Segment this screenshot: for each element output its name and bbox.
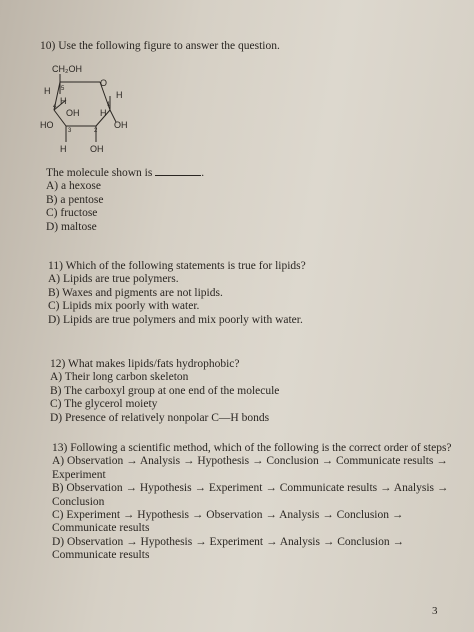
h-label-1: H bbox=[44, 86, 51, 96]
oh-label-1: OH bbox=[66, 108, 80, 118]
q10-prompt: 10) Use the following figure to answer the question. bbox=[40, 40, 280, 52]
q11-block bbox=[48, 260, 306, 327]
h-label-2: H bbox=[116, 90, 123, 100]
q13-line: Communicate results bbox=[52, 522, 150, 535]
q13-line: Conclusion bbox=[52, 495, 105, 508]
page-number: 3 bbox=[432, 605, 438, 617]
q13-prompt: 13) Following a scientific method, which of the following is the correct order of steps? bbox=[52, 442, 452, 454]
q12-prompt: 12) What makes lipids/fats hydrophobic? bbox=[50, 358, 240, 370]
h-label-4: H bbox=[100, 108, 107, 118]
carbon-number-5: 5 bbox=[61, 86, 65, 92]
carbon-number-1: 1 bbox=[107, 102, 111, 108]
q12-option-a: A) Their long carbon skeleton bbox=[50, 371, 189, 384]
q13-line: D) Observation → Hypothesis → Experiment → Analysis → Conclusion → bbox=[52, 535, 404, 548]
q12-option-c: C) The glycerol moiety bbox=[50, 398, 158, 411]
ring-oxygen-label: O bbox=[100, 78, 108, 88]
q13-block bbox=[52, 442, 452, 563]
q12-option-b: B) The carboxyl group at one end of the molecule bbox=[50, 384, 280, 397]
carbon-number-3: 3 bbox=[68, 128, 72, 134]
molecule-diagram bbox=[38, 60, 148, 160]
ch2oh-label: CH₂OH bbox=[52, 64, 82, 74]
q13-line: C) Experiment → Hypothesis → Observation → Analysis → Conclusion → bbox=[52, 509, 404, 522]
q11-option-a: A) Lipids are true polymers. bbox=[48, 273, 179, 286]
q12-option-d: D) Presence of relatively nonpolar C—H bonds bbox=[50, 411, 270, 424]
q10-option-b: B) a pentose bbox=[46, 193, 104, 206]
ho-label: HO bbox=[40, 120, 54, 130]
q11-option-c: C) Lipids mix poorly with water. bbox=[48, 300, 200, 313]
q11-option-b: B) Waxes and pigments are not lipids. bbox=[48, 286, 223, 299]
q10-stem-and-options bbox=[46, 166, 204, 234]
glucose-structure-figure bbox=[38, 60, 148, 160]
q12-block bbox=[50, 358, 279, 425]
q11-option-d: D) Lipids are true polymers and mix poorly with water. bbox=[48, 313, 303, 326]
q13-line: Communicate results bbox=[52, 549, 150, 562]
q13-line: Experiment bbox=[52, 468, 106, 481]
h-label-5: H bbox=[60, 144, 67, 154]
q10-option-d: D) maltose bbox=[46, 220, 97, 233]
q13-line: A) Observation → Analysis → Hypothesis → Conclusion → Communicate results → bbox=[52, 455, 448, 468]
q10-option-c: C) fructose bbox=[46, 207, 98, 220]
q11-prompt: 11) Which of the following statements is true for lipids? bbox=[48, 260, 306, 272]
h-label-3: H bbox=[60, 96, 67, 106]
carbon-number-4: 4 bbox=[53, 104, 57, 110]
oh-label-3: OH bbox=[90, 144, 104, 154]
q13-line: B) Observation → Hypothesis → Experiment → Communicate results → Analysis → bbox=[52, 482, 449, 495]
q10-option-a: A) a hexose bbox=[46, 180, 101, 193]
oh-label-2: OH bbox=[114, 120, 128, 130]
answer-blank bbox=[155, 166, 201, 176]
q10-stem: The molecule shown is . bbox=[46, 167, 205, 179]
carbon-number-2: 2 bbox=[94, 128, 98, 134]
